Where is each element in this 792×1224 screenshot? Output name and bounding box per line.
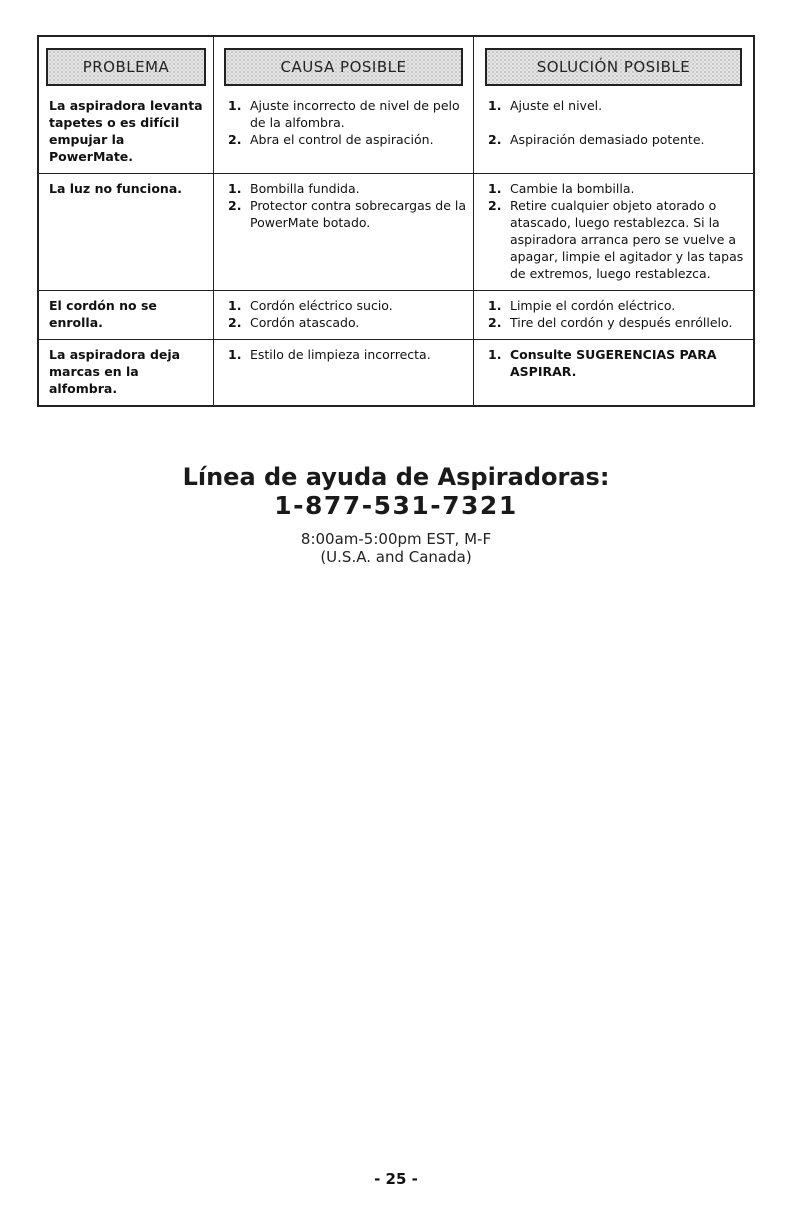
list-item xyxy=(220,131,467,148)
header-cell-problem xyxy=(39,37,214,97)
item-number: 2. xyxy=(228,198,242,213)
solution-cell xyxy=(474,339,753,405)
list-item xyxy=(220,297,467,314)
cause-list xyxy=(220,346,467,363)
header-cause: CAUSA POSIBLE xyxy=(224,48,462,86)
item-text: Protector contra sobrecargas de la PowerMate botado. xyxy=(250,198,466,230)
list-item xyxy=(220,346,467,363)
item-text: Retire cualquier objeto atorado o atascado, luego restablezca. Si la aspiradora arranca pero se vuelve a apagar, limpie el agitador y las tapas de extremos, luego restablezca. xyxy=(510,198,744,281)
page-number: - 25 - xyxy=(374,1170,418,1188)
helpline-hours: 8:00am-5:00pm EST, M-F xyxy=(300,530,492,548)
list-item xyxy=(220,180,467,197)
list-item xyxy=(480,314,747,331)
item-number: 2. xyxy=(488,132,502,147)
item-text: Tire del cordón y después enróllelo. xyxy=(510,315,733,330)
item-text: Abra el control de aspiración. xyxy=(250,132,434,147)
cause-cell xyxy=(214,173,474,290)
problem-cell: La aspiradora levanta tapetes o es difícil empujar la PowerMate. xyxy=(39,97,214,173)
cause-cell xyxy=(214,339,474,405)
item-text: Ajuste incorrecto de nivel de pelo de la alfombra. xyxy=(250,98,460,130)
header-cell-cause xyxy=(214,37,474,97)
list-item xyxy=(220,97,467,131)
item-number: 2. xyxy=(228,132,242,147)
item-number: 1. xyxy=(228,181,242,196)
solution-list xyxy=(480,346,747,380)
item-text: Estilo de limpieza incorrecta. xyxy=(250,347,431,362)
list-item xyxy=(480,131,747,148)
header-problem: PROBLEMA xyxy=(46,48,206,86)
problem-cell: El cordón no se enrolla. xyxy=(39,290,214,339)
item-number: 1. xyxy=(228,98,242,113)
item-number: 1. xyxy=(228,347,242,362)
item-number: 1. xyxy=(488,347,502,362)
item-number: 2. xyxy=(488,198,502,213)
item-number: 2. xyxy=(488,315,502,330)
item-number: 2. xyxy=(228,315,242,330)
list-item xyxy=(480,197,747,282)
item-number: 1. xyxy=(488,298,502,313)
list-item xyxy=(220,314,467,331)
header-cell-solution xyxy=(474,37,753,97)
header-solution: SOLUCIÓN POSIBLE xyxy=(485,48,742,86)
troubleshooting-table xyxy=(37,35,755,407)
helpline-region: (U.S.A. and Canada) xyxy=(320,548,472,566)
problem-cell: La luz no funciona. xyxy=(39,173,214,290)
item-text: Cordón atascado. xyxy=(250,315,360,330)
list-item xyxy=(480,297,747,314)
item-text: Consulte SUGERENCIAS PARA ASPIRAR. xyxy=(510,347,717,379)
item-text: Cambie la bombilla. xyxy=(510,181,635,196)
helpline-title: Línea de ayuda de Aspiradoras: xyxy=(182,463,610,491)
cause-list xyxy=(220,297,467,331)
cause-cell xyxy=(214,97,474,173)
item-text: Ajuste el nivel. xyxy=(510,98,603,113)
item-text: Limpie el cordón eléctrico. xyxy=(510,298,676,313)
cause-list xyxy=(220,97,467,148)
list-item xyxy=(480,180,747,197)
solution-list xyxy=(480,97,747,148)
item-number: 1. xyxy=(488,98,502,113)
solution-cell xyxy=(474,97,753,173)
cause-list xyxy=(220,180,467,231)
cause-cell xyxy=(214,290,474,339)
item-number: 1. xyxy=(488,181,502,196)
solution-cell xyxy=(474,173,753,290)
item-number: 1. xyxy=(228,298,242,313)
list-item xyxy=(220,197,467,231)
item-text: Cordón eléctrico sucio. xyxy=(250,298,393,313)
solution-list xyxy=(480,180,747,282)
list-item xyxy=(480,346,747,380)
item-text: Aspiración demasiado potente. xyxy=(510,132,705,147)
solution-cell xyxy=(474,290,753,339)
problem-cell: La aspiradora deja marcas en la alfombra. xyxy=(39,339,214,405)
list-item xyxy=(480,97,747,114)
solution-list xyxy=(480,297,747,331)
helpline-phone: 1-877-531-7321 xyxy=(274,491,518,520)
item-text: Bombilla fundida. xyxy=(250,181,360,196)
